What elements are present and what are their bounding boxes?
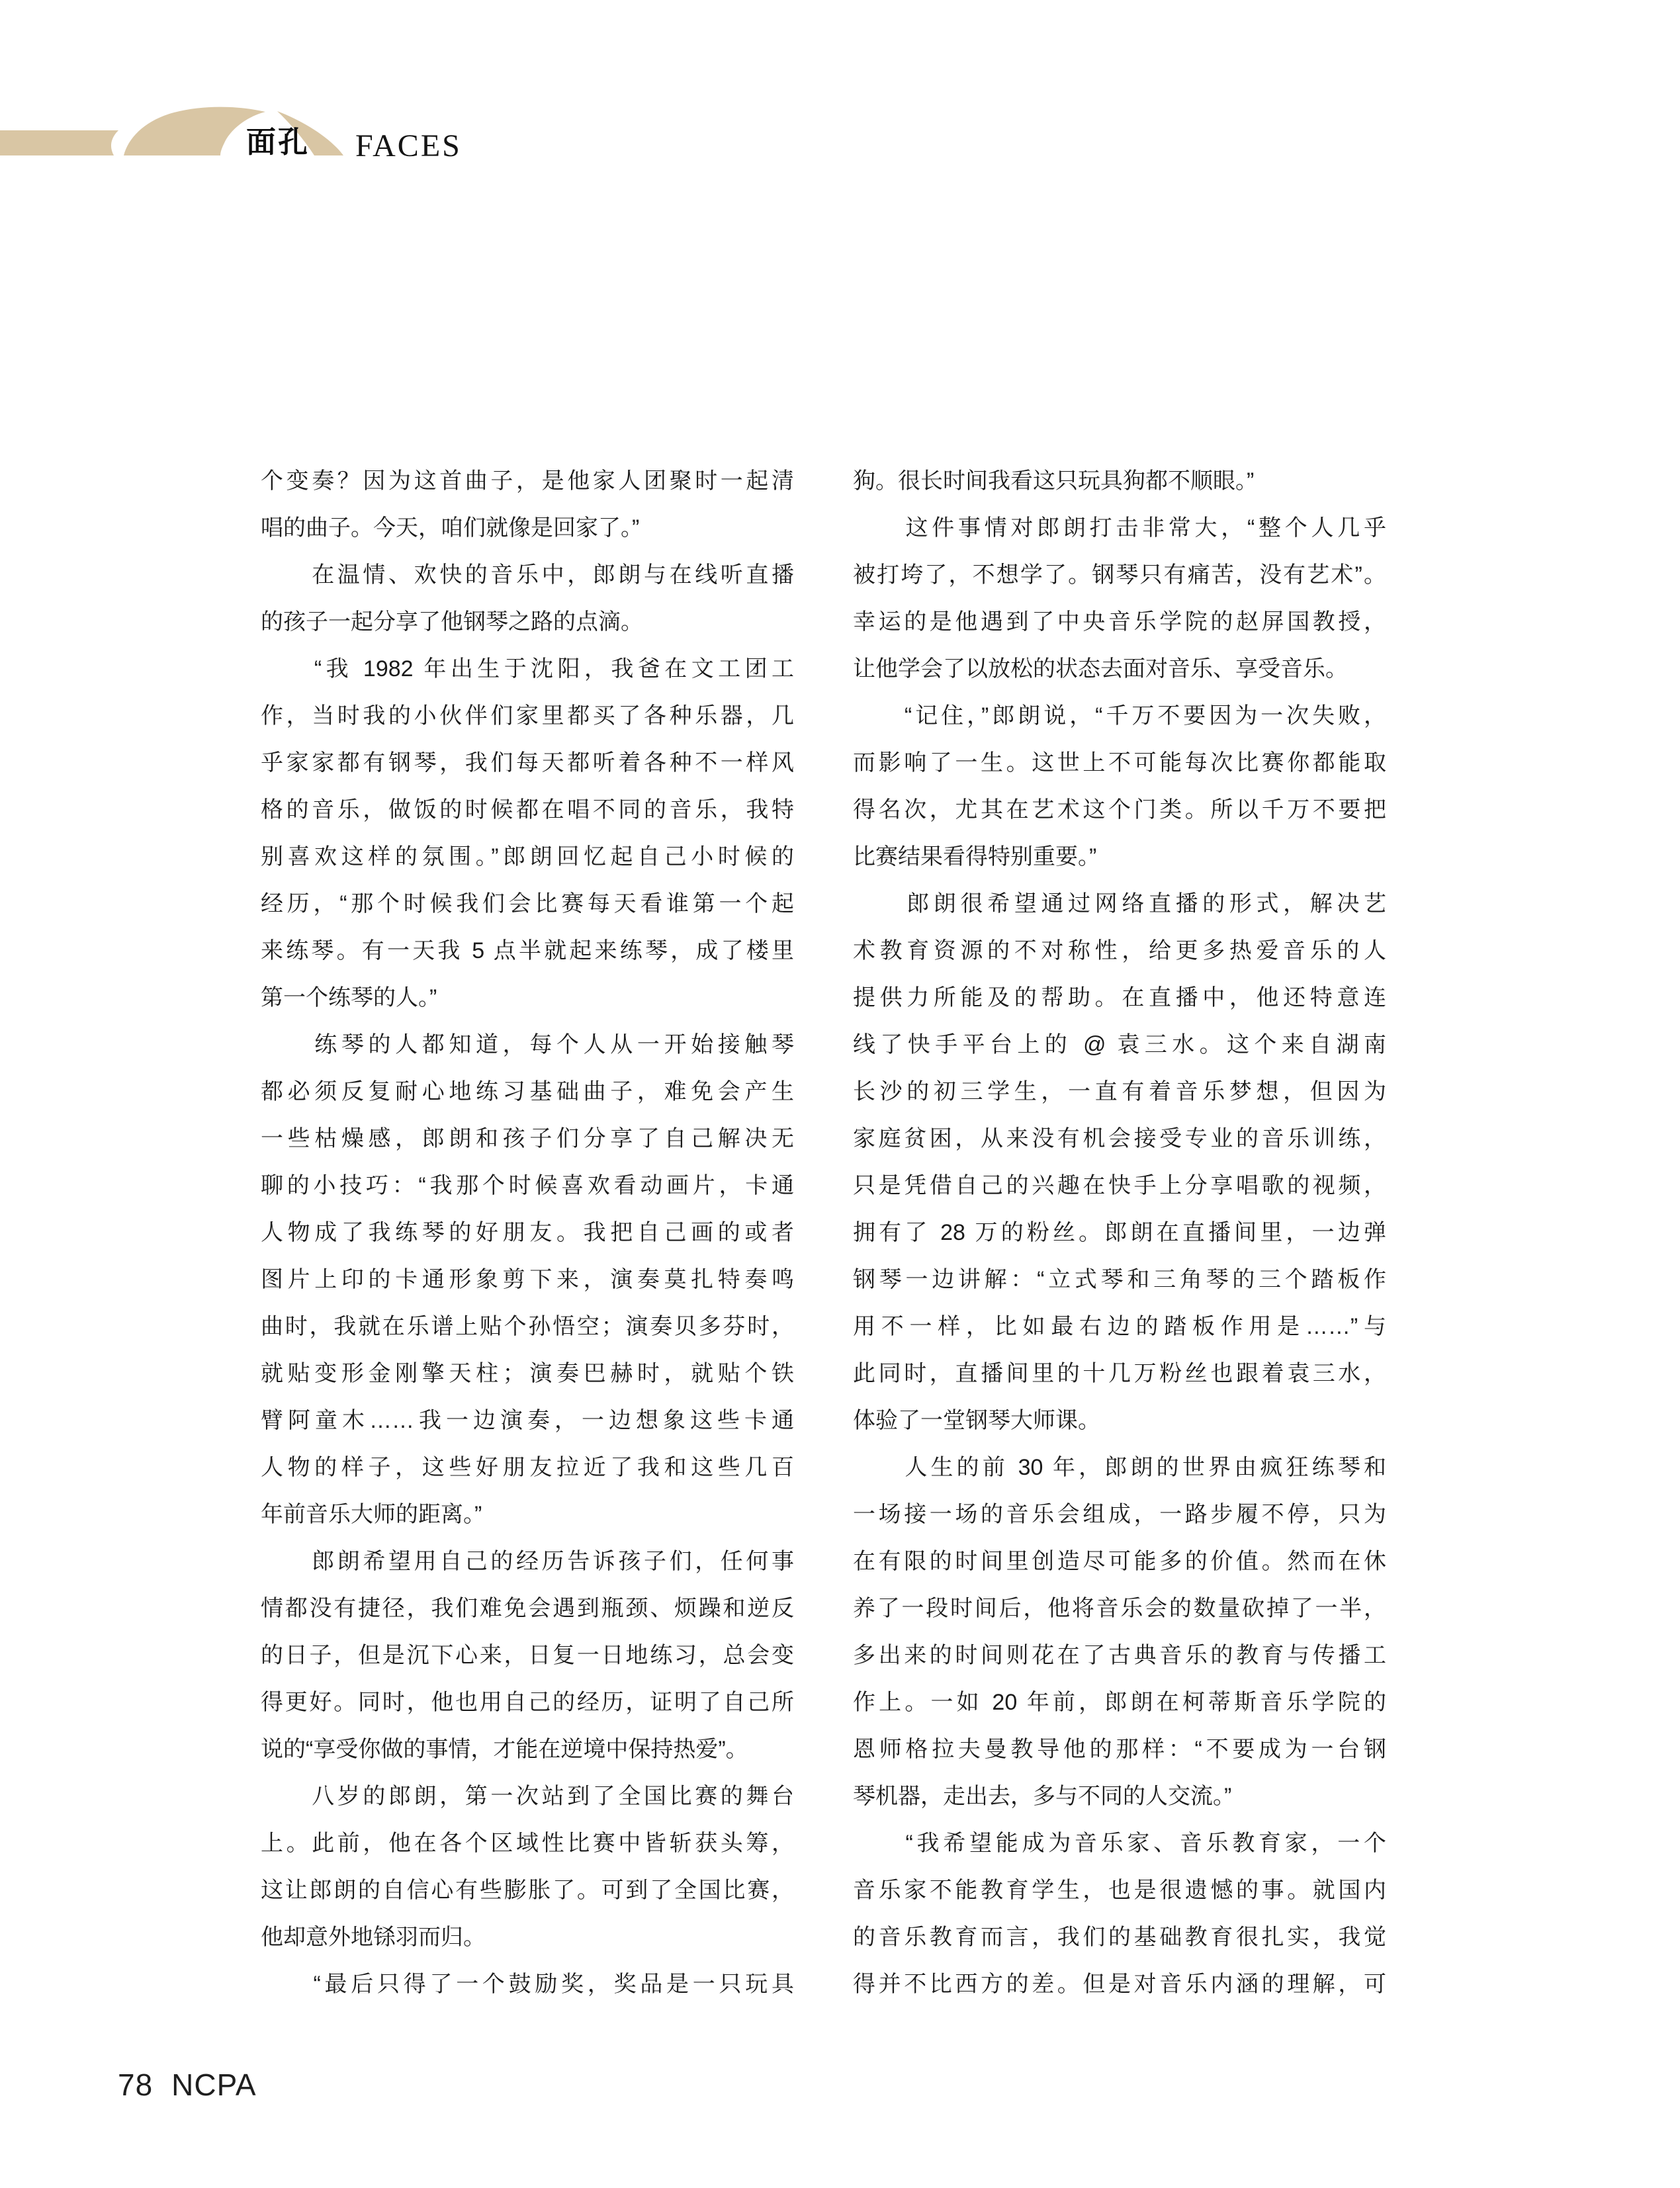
article-column-left	[261, 458, 794, 2008]
text-line: 多出来的时间则花在了古典音乐的教育与传播工	[853, 1643, 1386, 1668]
text-line: 聊的小技巧：“我那个时候喜欢看动画片，卡通	[261, 1173, 794, 1198]
text-line: 个变奏？因为这首曲子，是他家人团聚时一起清	[261, 468, 794, 494]
text-line: 的日子，但是沉下心来，日复一日地练习，总会变	[261, 1643, 794, 1668]
header-bar-shape	[0, 130, 118, 155]
text-line: 情都没有捷径，我们难免会遇到瓶颈、烦躁和逆反	[261, 1596, 794, 1621]
text-line: 曲时，我就在乐谱上贴个孙悟空；演奏贝多芬时，	[261, 1314, 794, 1339]
text-line: 而影响了一生。这世上不可能每次比赛你都能取	[853, 750, 1386, 775]
text-line: 养了一段时间后，他将音乐会的数量砍掉了一半，	[853, 1596, 1386, 1621]
text-line: 这让郎朗的自信心有些膨胀了。可到了全国比赛，	[261, 1878, 794, 1903]
text-line: 这件事情对郎朗打击非常大，“整个人几乎	[853, 515, 1386, 541]
text-line: “我希望能成为音乐家、音乐教育家，一个	[853, 1831, 1386, 1856]
journal-name: NCPA	[171, 2068, 257, 2102]
text-line: 作，当时我的小伙伴们家里都买了各种乐器，几	[261, 703, 794, 728]
text-line: 得名次，尤其在艺术这个门类。所以千万不要把	[853, 797, 1386, 822]
text-line: 乎家家都有钢琴，我们每天都听着各种不一样风	[261, 750, 794, 775]
text-line: 只是凭借自己的兴趣在快手上分享唱歌的视频，	[853, 1173, 1386, 1198]
text-line: 来练琴。有一天我 5 点半就起来练琴，成了楼里	[261, 938, 794, 963]
text-line: “最后只得了一个鼓励奖，奖品是一只玩具	[261, 1972, 794, 1997]
text-line: 他却意外地铩羽而归。	[261, 1925, 486, 1950]
section-title-cn: 面孔	[246, 125, 310, 159]
text-line: 拥有了 28 万的粉丝。郎朗在直播间里，一边弹	[853, 1220, 1386, 1245]
text-line: 作上。一如 20 年前，郎朗在柯蒂斯音乐学院的	[853, 1690, 1386, 1715]
text-line: 就贴变形金刚擎天柱；演奏巴赫时，就贴个铁	[261, 1361, 794, 1386]
text-line: 经历，“那个时候我们会比赛每天看谁第一个起	[261, 891, 794, 916]
text-line: 提供力所能及的帮助。在直播中，他还特意连	[853, 985, 1386, 1010]
text-line: 幸运的是他遇到了中央音乐学院的赵屏国教授，	[853, 609, 1386, 635]
section-title-en: FACES	[355, 128, 462, 163]
text-line: 上。此前，他在各个区域性比赛中皆斩获头筹，	[261, 1831, 794, 1856]
page-number: 78	[118, 2068, 154, 2102]
text-line: 一些枯燥感，郎朗和孩子们分享了自己解决无	[261, 1126, 794, 1151]
text-line: 此同时，直播间里的十几万粉丝也跟着袁三水，	[853, 1361, 1386, 1386]
text-line: 琴机器，走出去，多与不同的人交流。”	[853, 1784, 1232, 1809]
text-line: 人物的样子，这些好朋友拉近了我和这些几百	[261, 1455, 794, 1480]
text-line: 臂阿童木……我一边演奏，一边想象这些卡通	[261, 1408, 794, 1433]
text-line: 八岁的郎朗，第一次站到了全国比赛的舞台	[261, 1784, 794, 1809]
text-line: 用不一样，比如最右边的踏板作用是……”与	[853, 1314, 1386, 1339]
text-line: 都必须反复耐心地练习基础曲子，难免会产生	[261, 1079, 794, 1104]
text-line: 练琴的人都知道，每个人从一开始接触琴	[261, 1032, 794, 1057]
page-footer	[118, 2070, 257, 2100]
text-line: “记住，”郎朗说，“千万不要因为一次失败，	[853, 703, 1386, 728]
text-line: 人物成了我练琴的好朋友。我把自己画的或者	[261, 1220, 794, 1245]
text-line: 说的“享受你做的事情，才能在逆境中保持热爱”。	[261, 1737, 748, 1762]
text-line: 别喜欢这样的氛围。”郎朗回忆起自己小时候的	[261, 844, 794, 869]
text-line: 家庭贫困，从来没有机会接受专业的音乐训练，	[853, 1126, 1386, 1151]
text-line: 年前音乐大师的距离。”	[261, 1502, 482, 1527]
text-line: 被打垮了，不想学了。钢琴只有痛苦，没有艺术”。	[853, 562, 1386, 588]
text-line: 图片上印的卡通形象剪下来，演奏莫扎特奏鸣	[261, 1267, 794, 1292]
text-line: 得更好。同时，他也用自己的经历，证明了自己所	[261, 1690, 794, 1715]
text-line: 第一个练琴的人。”	[261, 985, 437, 1010]
text-line: 郎朗很希望通过网络直播的形式，解决艺	[853, 891, 1386, 916]
text-line: 让他学会了以放松的状态去面对音乐、享受音乐。	[853, 656, 1348, 681]
text-line: 一场接一场的音乐会组成，一路步履不停，只为	[853, 1502, 1386, 1527]
text-line: 线了快手平台上的 @ 袁三水。这个来自湖南	[853, 1032, 1386, 1057]
text-line: 恩师格拉夫曼教导他的那样：“不要成为一台钢	[853, 1737, 1386, 1762]
text-line: 长沙的初三学生，一直有着音乐梦想，但因为	[853, 1079, 1386, 1104]
text-line: 术教育资源的不对称性，给更多热爱音乐的人	[853, 938, 1386, 963]
text-line: 唱的曲子。今天，咱们就像是回家了。”	[261, 515, 640, 541]
article-column-right	[853, 458, 1386, 2008]
dome-shape	[124, 107, 265, 155]
text-line: 格的音乐，做饭的时候都在唱不同的音乐，我特	[261, 797, 794, 822]
text-line: “我 1982 年出生于沈阳，我爸在文工团工	[261, 656, 794, 681]
text-line: 郎朗希望用自己的经历告诉孩子们，任何事	[261, 1549, 794, 1574]
text-line: 狗。很长时间我看这只玩具狗都不顺眼。”	[853, 468, 1255, 494]
text-line: 在有限的时间里创造尽可能多的价值。然而在休	[853, 1549, 1386, 1574]
text-line: 的音乐教育而言，我们的基础教育很扎实，我觉	[853, 1925, 1386, 1950]
text-line: 得并不比西方的差。但是对音乐内涵的理解，可	[853, 1972, 1386, 1997]
text-line: 人生的前 30 年，郎朗的世界由疯狂练琴和	[853, 1455, 1386, 1480]
text-line: 的孩子一起分享了他钢琴之路的点滴。	[261, 609, 643, 635]
text-line: 比赛结果看得特别重要。”	[853, 844, 1097, 869]
text-line: 音乐家不能教育学生，也是很遗憾的事。就国内	[853, 1878, 1386, 1903]
text-line: 体验了一堂钢琴大师课。	[853, 1408, 1100, 1433]
text-line: 在温情、欢快的音乐中，郎朗与在线听直播	[261, 562, 794, 588]
text-line: 钢琴一边讲解：“立式琴和三角琴的三个踏板作	[853, 1267, 1386, 1292]
